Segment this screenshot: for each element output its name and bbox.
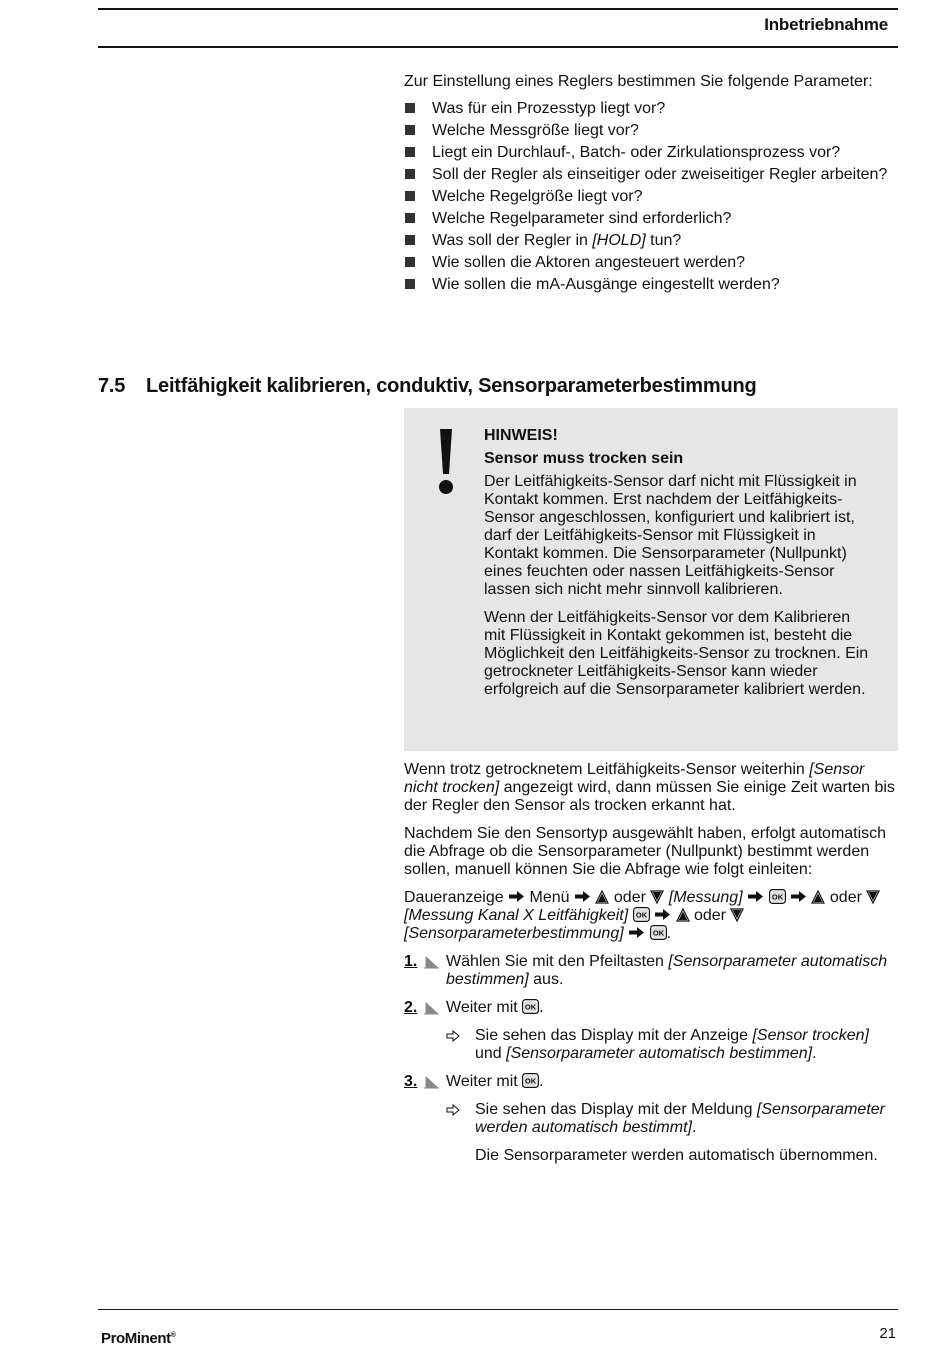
prominent-logo: ProMinent® bbox=[101, 1330, 176, 1347]
step-item: 3. Weiter mit . bbox=[404, 1073, 544, 1090]
arrow-right-icon bbox=[508, 890, 525, 903]
list-item: Welche Regelgröße liegt vor? bbox=[404, 188, 900, 206]
list-item: Welche Messgröße liegt vor? bbox=[404, 122, 900, 140]
section-heading bbox=[98, 375, 757, 397]
exclamation-icon bbox=[428, 428, 464, 498]
notice-paragraph: Wenn der Leitfähigkeits-Sensor vor dem Kalibrieren mit Flüssigkeit in Kontakt gekommen ist, besteht die Möglichkeit den Leitfähigkeits-Sensor zu trocknen. Ein getrockneter Leitfähigkeits-Sensor kann wieder erfolgreich auf die Sensorparameter kalibriert werden. bbox=[484, 609, 869, 698]
list-item: Wie sollen die mA-Ausgänge eingestellt werden? bbox=[404, 276, 900, 294]
triangle-up-icon bbox=[595, 890, 609, 904]
step-result: Sie sehen das Display mit der Meldung [Sensorparameter werden automatisch bestimmt]. bbox=[404, 1101, 900, 1137]
triangle-up-icon bbox=[676, 908, 690, 922]
menu-reference: [Sensor trocken] bbox=[752, 1027, 869, 1044]
menu-reference: [Sensor nicht trocken] bbox=[404, 761, 865, 796]
hold-reference: [HOLD] bbox=[592, 232, 646, 249]
notice-label: HINWEIS! bbox=[484, 427, 558, 444]
page-number: 21 bbox=[879, 1325, 896, 1342]
notice-box bbox=[404, 408, 898, 751]
list-item: Was für ein Prozesstyp liegt vor? bbox=[404, 100, 900, 118]
bullet-square-icon bbox=[405, 191, 415, 201]
ok-key-icon bbox=[522, 1073, 539, 1088]
result-arrow-icon bbox=[446, 1104, 460, 1116]
header-title: Inbetriebnahme bbox=[764, 15, 888, 34]
list-item: Wie sollen die Aktoren angesteuert werden? bbox=[404, 254, 900, 272]
navigation-path: Daueranzeige Menü oder [Messung] oder [Messung Kanal X Leitfähigkeit] oder [Sensorparameterbestimmung] . bbox=[404, 889, 900, 943]
step-result: Sie sehen das Display mit der Anzeige [Sensor trocken] und [Sensorparameter automatisch bestimmen]. bbox=[404, 1027, 900, 1063]
step-item: 1. Wählen Sie mit den Pfeiltasten [Sensorparameter automatisch bestimmen] aus. bbox=[404, 953, 888, 988]
body-text bbox=[404, 761, 900, 1165]
paragraph: Nachdem Sie den Sensortyp ausgewählt haben, erfolgt automatisch die Abfrage ob die Sensorparameter (Nullpunkt) bestimmt werden sollen, manuell können Sie die Abfrage wie folgt einleiten: bbox=[404, 825, 887, 878]
step-arrow-icon bbox=[424, 956, 440, 970]
section-title: Leitfähigkeit kalibrieren, conduktiv, Sensorparameterbestimmung bbox=[146, 375, 757, 397]
triangle-down-icon bbox=[866, 890, 880, 904]
list-item: Was soll der Regler in [HOLD] tun? bbox=[404, 232, 900, 250]
step-list bbox=[404, 953, 900, 1165]
ok-key-icon bbox=[769, 889, 786, 904]
parameter-list bbox=[404, 100, 900, 294]
notice-text bbox=[484, 427, 874, 699]
bullet-square-icon bbox=[405, 147, 415, 157]
header-rule-top bbox=[98, 8, 898, 10]
menu-reference: [Sensorparameter automatisch bestimmen] bbox=[446, 953, 888, 988]
triangle-up-icon bbox=[811, 890, 825, 904]
list-item: Soll der Regler als einseitiger oder zweiseitiger Regler arbeiten? bbox=[404, 166, 900, 184]
footer-rule bbox=[98, 1309, 898, 1310]
result-arrow-icon bbox=[446, 1030, 460, 1042]
notice-paragraph: Der Leitfähigkeits-Sensor darf nicht mit Flüssigkeit in Kontakt kommen. Erst nachdem der Leitfähigkeits-Sensor angeschlossen, konfiguriert und kalibriert ist, darf der Leitfähigkeits-Sensor mit Flüssigkeit in Kontakt kommen. Die Sensorparameter (Nullpunkt) eines feuchten oder nassen Leitfähigkeits-Sensor lassen sich nicht mehr sinnvoll kalibrieren. bbox=[484, 473, 857, 598]
arrow-right-icon bbox=[790, 890, 807, 903]
bullet-square-icon bbox=[405, 169, 415, 179]
menu-reference: [Sensorparameter automatisch bestimmen] bbox=[506, 1045, 813, 1062]
arrow-right-icon bbox=[654, 908, 671, 921]
ok-key-icon bbox=[522, 999, 539, 1014]
bullet-square-icon bbox=[405, 125, 415, 135]
step-note: Die Sensorparameter werden automatisch übernommen. bbox=[475, 1147, 878, 1164]
paragraph: Wenn trotz getrocknetem Leitfähigkeits-Sensor weiterhin [Sensor nicht trocken] angezeigt wird, dann müssen Sie einige Zeit warten bis der Regler den Sensor als trocken erkannt hat. bbox=[404, 761, 895, 814]
intro-block bbox=[404, 73, 900, 298]
list-item: Liegt ein Durchlauf-, Batch- oder Zirkulationsprozess vor? bbox=[404, 144, 900, 162]
section-number: 7.5 bbox=[98, 375, 126, 397]
arrow-right-icon bbox=[574, 890, 591, 903]
menu-reference: [Sensorparameterbestimmung] bbox=[404, 925, 624, 942]
ok-key-icon bbox=[650, 925, 667, 940]
step-number: 2. bbox=[404, 999, 418, 1016]
menu-reference: [Sensorparameter werden automatisch bestimmt] bbox=[475, 1101, 885, 1136]
bullet-square-icon bbox=[405, 257, 415, 267]
menu-reference: [Messung Kanal X Leitfähigkeit] bbox=[404, 907, 629, 924]
ok-key-icon bbox=[633, 907, 650, 922]
bullet-square-icon bbox=[405, 235, 415, 245]
step-number: 1. bbox=[404, 953, 418, 970]
bullet-square-icon bbox=[405, 213, 415, 223]
step-number: 3. bbox=[404, 1073, 418, 1090]
menu-reference: [Messung] bbox=[668, 889, 743, 906]
arrow-right-icon bbox=[747, 890, 764, 903]
notice-title: Sensor muss trocken sein bbox=[484, 450, 684, 467]
bullet-square-icon bbox=[405, 279, 415, 289]
step-arrow-icon bbox=[424, 1002, 440, 1016]
list-item: Welche Regelparameter sind erforderlich? bbox=[404, 210, 900, 228]
header-rule-bottom bbox=[98, 46, 898, 48]
intro-lead: Zur Einstellung eines Reglers bestimmen Sie folgende Parameter: bbox=[404, 73, 873, 90]
bullet-square-icon bbox=[405, 103, 415, 113]
arrow-right-icon bbox=[628, 926, 645, 939]
step-item: 2. Weiter mit . bbox=[404, 999, 544, 1016]
step-arrow-icon bbox=[424, 1076, 440, 1090]
triangle-down-icon bbox=[730, 908, 744, 922]
triangle-down-icon bbox=[650, 890, 664, 904]
